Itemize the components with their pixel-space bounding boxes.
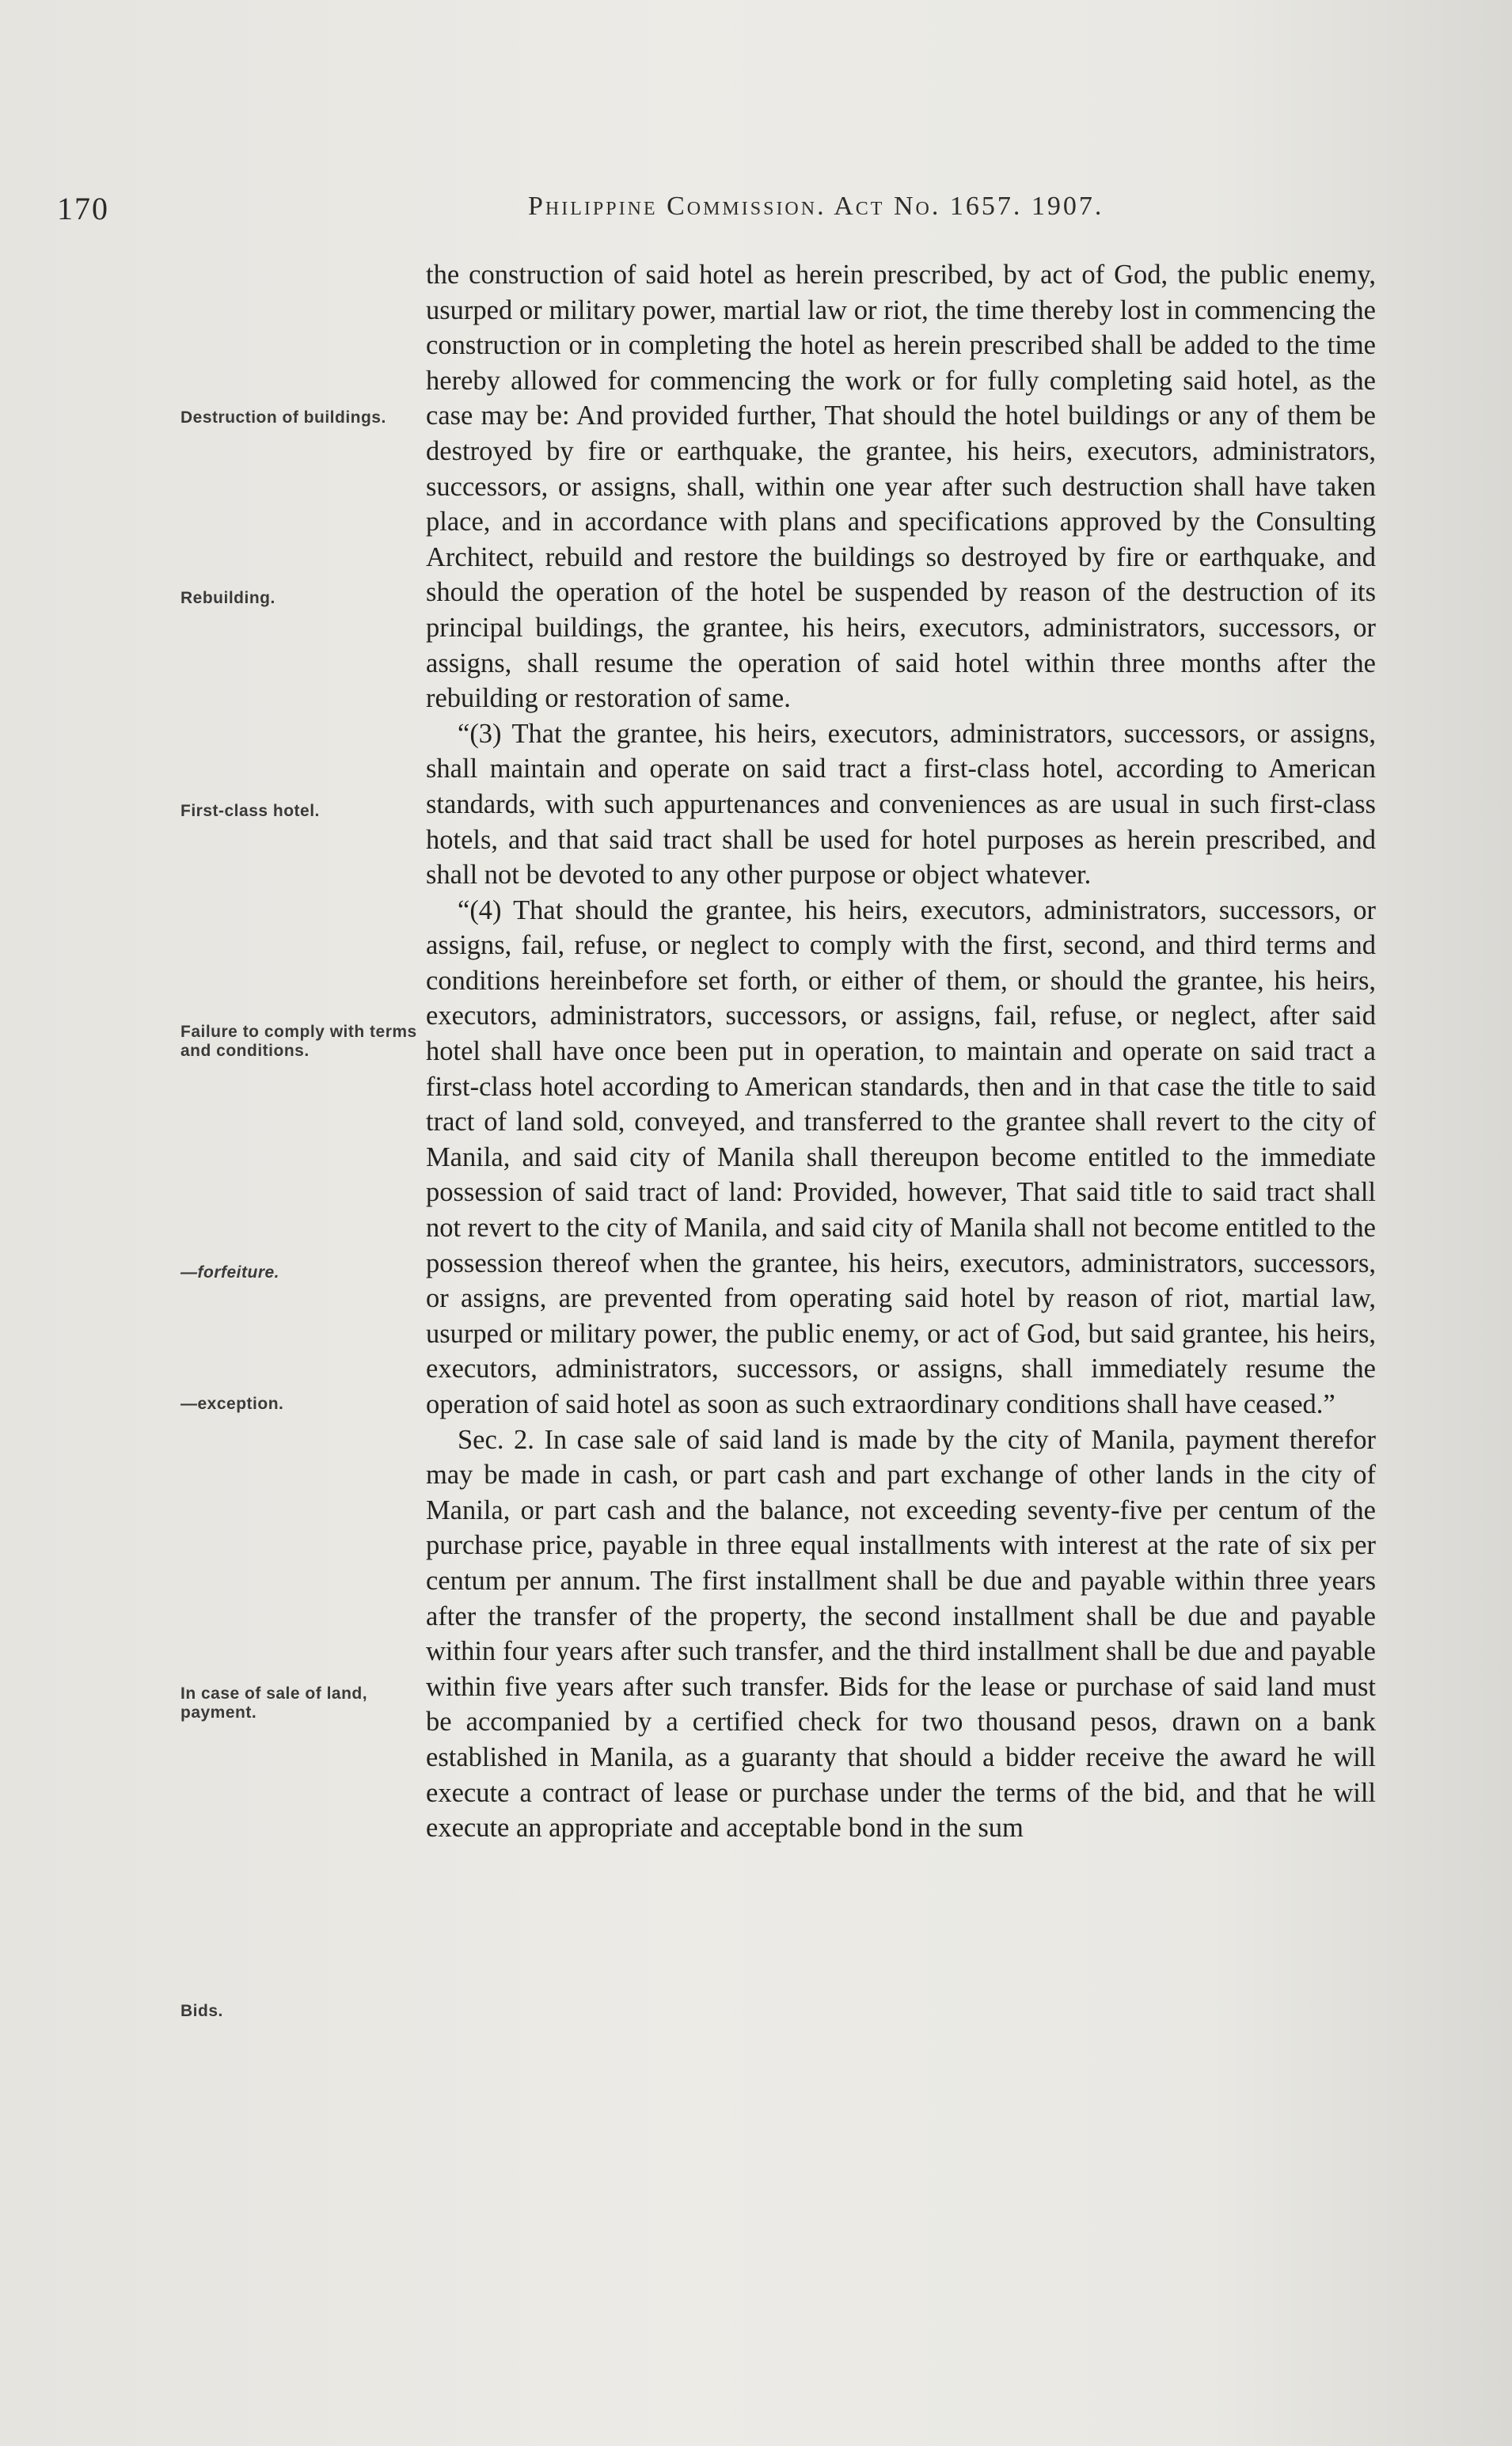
paragraph-clause-3: “(3) That the grantee, his heirs, executors, administrators, successors, or assigns, shall maintain and operate on said tract a first-class hotel, according to American standards, with such appurtenances and conveniences as are usual in such first-class hotels, and that said tract shall be used for hotel purposes as herein prescribed, and shall not be devoted to any other purpose or object whatever. — [426, 718, 1376, 891]
margin-note-failure-to-comply: Failure to comply with terms and conditions. — [180, 1023, 417, 1060]
body-text — [426, 257, 1376, 1846]
margin-note-forfeiture: —forfeiture. — [180, 1263, 280, 1282]
page-number: 170 — [57, 191, 109, 226]
margin-note-exception: —exception. — [180, 1395, 284, 1413]
margin-note-rebuilding: Rebuilding. — [180, 589, 275, 607]
page-header — [57, 190, 1292, 237]
paragraph-clause-4: “(4) That should the grantee, his heirs, executors, administrators, successors, or assigns, fail, refuse, or neglect to comply with the first, second, and third terms and conditions hereinbefore set forth, or either of them, or should the grantee, his heirs, executors, administrators, successors, or assigns, fail, refuse, or neglect, after said hotel shall have once been put in operation, to maintain and operate on said tract a first-class hotel according to American standards, then and in that case the title to said tract of land sold, conveyed, and transferred to the grantee shall revert to the city of Manila, and said city of Manila shall thereupon become entitled to the immediate possession of said tract of land: Provided, however, That said title to said tract shall not revert to the city of Manila, and said city of Manila shall not become entitled to the possession thereof when the grantee, his heirs, executors, administrators, successors, or assigns, are prevented from operating said hotel by reason of riot, martial law, usurped or military power, the public enemy, or act of God, but said grantee, his heirs, executors, administrators, successors, or assigns, shall immediately resume the operation of said hotel as soon as such extraordinary conditions shall have ceased.” — [426, 894, 1376, 1419]
margin-note-first-class-hotel: First-class hotel. — [180, 802, 320, 820]
running-head: Philippine Commission. Act No. 1657. 1907. — [528, 192, 1104, 221]
margin-note-sale-payment: In case of sale of land, payment. — [180, 1684, 368, 1722]
margin-note-bids: Bids. — [180, 2002, 223, 2020]
paragraph-section-2: Sec. 2. In case sale of said land is made by the city of Manila, payment therefor may be made in cash, or part cash and part exchange of other lands in the city of Manila, or part cash and the balance, not exceeding seventy-five per centum of the purchase price, payable in three equal installments with interest at the rate of six per centum per annum. The first installment shall be due and payable within three years after the transfer of the property, the second installment shall be due and payable within four years after such transfer, and the third installment shall be due and payable within five years after such transfer. Bids for the lease or purchase of said land must be accompanied by a certified check for two thousand pesos, drawn on a bank established in Manila, as a guaranty that should a bidder receive the award he will execute a contract of lease or purchase under the terms of the bid, and that he will execute an appropriate and acceptable bond in the sum — [426, 1424, 1376, 1844]
margin-note-destruction: Destruction of buildings. — [180, 408, 386, 427]
paragraph-continuation: the construction of said hotel as herein prescribed, by act of God, the public enemy, usurped or military power, martial law or riot, the time thereby lost in commencing the construction or in completing the hotel as herein prescribed shall be added to the time hereby allowed for commencing the work or for fully completing said hotel, as the case may be: And provided further, That should the hotel buildings or any of them be destroyed by fire or earthquake, the grantee, his heirs, executors, administrators, successors, or assigns, shall, within one year after such destruction shall have taken place, and in accordance with plans and specifications approved by the Consulting Architect, rebuild and restore the buildings so destroyed by fire or earthquake, and should the operation of the hotel be suspended by reason of the destruction of its principal buildings, the grantee, his heirs, executors, administrators, successors, or assigns, shall resume the operation of said hotel within three months after the rebuilding or restoration of same. — [426, 260, 1376, 714]
